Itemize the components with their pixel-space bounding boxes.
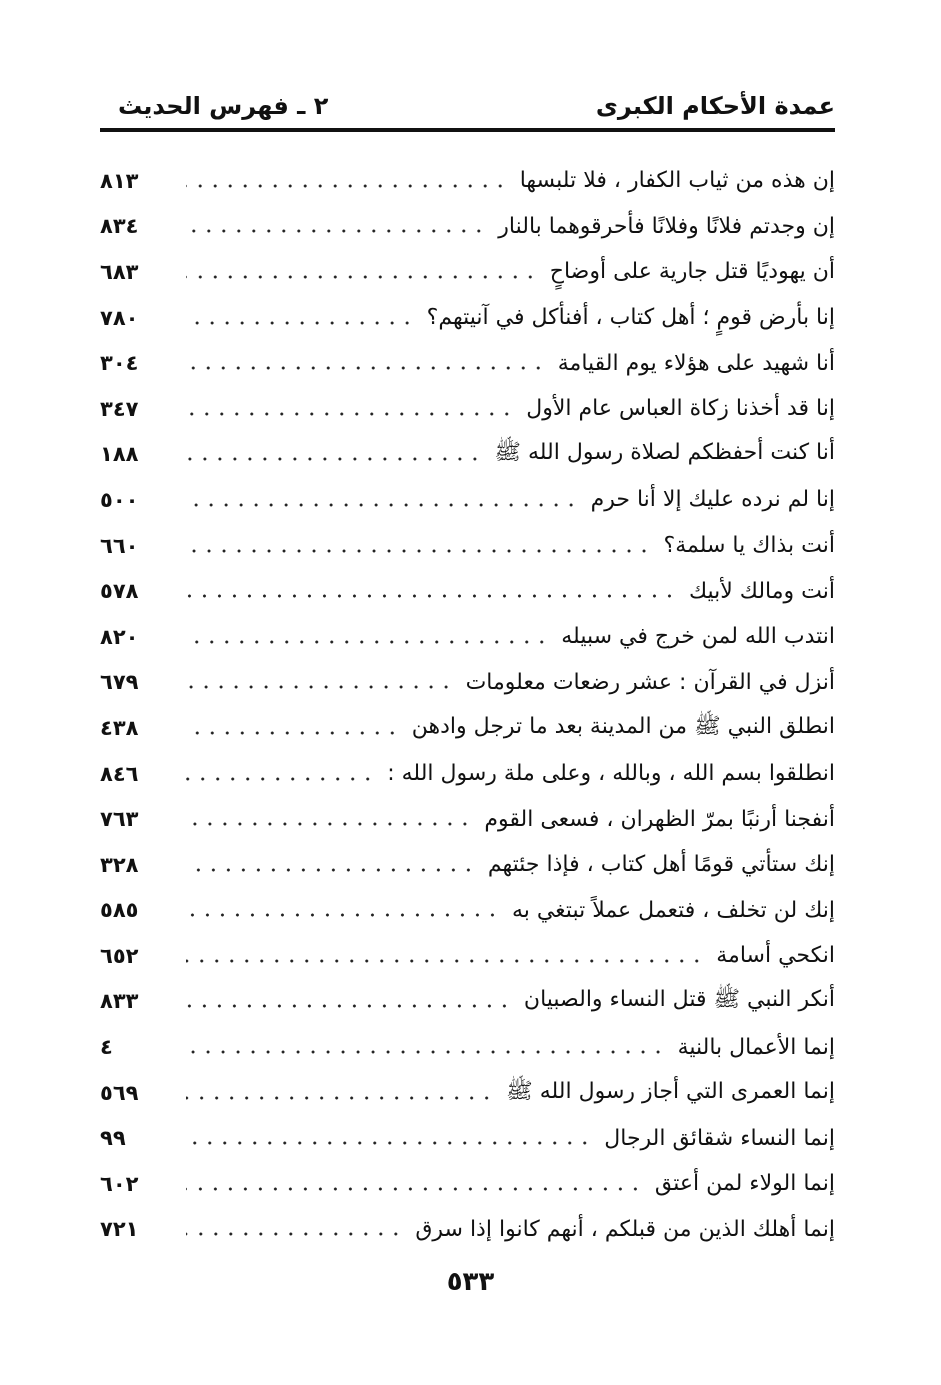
hadith-incipit: انطلقوا بسم الله ، وبالله ، وعلى ملة رسول الله :: [387, 761, 835, 787]
hadith-incipit: انطلق النبي ﷺ من المدينة بعد ما ترجل وادهن: [411, 713, 835, 739]
page-reference: ٨٢٠: [100, 624, 139, 649]
page-reference: ٨١٣: [100, 168, 139, 193]
dot-leader: [186, 813, 472, 835]
hadith-incipit: أنت بذاك يا سلمة؟: [663, 533, 835, 559]
index-entry: [100, 386, 835, 432]
dot-leader: [186, 448, 482, 470]
dot-leader: [186, 950, 704, 972]
page-reference: ٤٣٨: [100, 715, 139, 740]
index-entry: [100, 888, 835, 934]
book-title: عمدة الأحكام الكبرى: [595, 92, 835, 120]
page-reference: ٥٦٩: [100, 1080, 139, 1105]
index-entry: [100, 796, 835, 842]
hadith-incipit: انكحي أسامة: [716, 943, 835, 969]
hadith-incipit: أن يهوديًا قتل جارية على أوضاحٍ: [549, 259, 835, 285]
index-entry: [100, 249, 835, 295]
dot-leader: [186, 1132, 592, 1154]
index-entry: [100, 614, 835, 660]
page-reference: ٤: [100, 1035, 113, 1060]
section-title: ٢ ـ فهرس الحديث: [118, 92, 329, 120]
index-entry: [100, 568, 835, 614]
index-entry: [100, 751, 835, 797]
dot-leader: [186, 1178, 643, 1200]
index-entry: [100, 204, 835, 250]
hadith-incipit: إنما العمرى التي أجاز رسول الله ﷺ: [506, 1078, 835, 1104]
dot-leader: [186, 1041, 666, 1063]
header-divider: [100, 128, 835, 132]
page-reference: ٦٧٩: [100, 670, 139, 695]
dot-leader: [186, 631, 549, 653]
page-reference: ٨٣٤: [100, 214, 139, 239]
page-reference: ٥٧٨: [100, 579, 139, 604]
page-reference: ٦٥٢: [100, 943, 139, 968]
page-reference: ٥٨٥: [100, 898, 139, 923]
page-reference: ٣٤٧: [100, 396, 139, 421]
dot-leader: [186, 1087, 494, 1109]
hadith-incipit: أنا كنت أحفظكم لصلاة رسول الله ﷺ: [494, 440, 835, 466]
index-entry: [100, 842, 835, 888]
index-entry: [100, 933, 835, 979]
index-entry: [100, 1161, 835, 1207]
running-header: [100, 92, 835, 132]
hadith-incipit: إن هذه من ثياب الكفار ، فلا تلبسها: [519, 168, 835, 194]
dot-leader: [186, 676, 454, 698]
index-entry: [100, 660, 835, 706]
dot-leader: [186, 768, 375, 790]
page-reference: ٨٤٦: [100, 761, 139, 786]
dot-leader: [186, 494, 579, 516]
dot-leader: [186, 859, 476, 881]
index-entry: [100, 477, 835, 523]
page-number: ٥٣٣: [446, 1267, 495, 1297]
hadith-incipit: أنت ومالك لأبيك: [688, 578, 835, 604]
index-entry: [100, 1115, 835, 1161]
dot-leader: [186, 1223, 403, 1245]
hadith-incipit: إنا بأرض قومٍ ؛ أهل كتاب ، أفنأكل في آنيتهم؟: [426, 305, 835, 331]
page-reference: ٦٨٣: [100, 259, 139, 284]
hadith-incipit: إنما النساء شقائق الرجال: [604, 1125, 835, 1151]
index-entry: [100, 432, 835, 478]
hadith-incipit: إنما الولاء لمن أعتق: [654, 1171, 835, 1197]
page-reference: ١٨٨: [100, 442, 139, 467]
index-entry: [100, 340, 835, 386]
dot-leader: [186, 540, 652, 562]
page-reference: ٥٠٠: [100, 487, 139, 512]
hadith-incipit: إنما الأعمال بالنية: [677, 1034, 835, 1060]
hadith-incipit: إن وجدتم فلانًا وفلانًا فأحرقوهما بالنار: [498, 213, 835, 239]
page-reference: ٧٢١: [100, 1217, 139, 1242]
hadith-incipit: أنزل في القرآن : عشر رضعات معلومات: [465, 669, 835, 695]
index-entry: [100, 705, 835, 751]
page-reference: ٨٣٣: [100, 989, 139, 1014]
dot-leader: [186, 722, 400, 744]
index-entry: [100, 1070, 835, 1116]
dot-leader: [186, 585, 677, 607]
hadith-incipit: انتدب الله لمن خرج في سبيله: [561, 624, 835, 650]
hadith-index-list: [100, 158, 835, 1252]
page-reference: ٦٦٠: [100, 533, 139, 558]
index-entry: [100, 295, 835, 341]
hadith-incipit: إنك لن تخلف ، فتعمل عملاً تبتغي به: [511, 897, 835, 923]
page-reference: ٣٠٤: [100, 351, 139, 376]
index-entry: [100, 158, 835, 204]
hadith-incipit: أنا شهيد على هؤلاء يوم القيامة: [557, 350, 835, 376]
hadith-incipit: إنا لم نرده عليك إلا أنا حرم: [590, 487, 835, 513]
dot-leader: [186, 220, 486, 242]
hadith-incipit: إنما أهلك الذين من قبلكم ، أنهم كانوا إذا سرق: [415, 1216, 835, 1242]
index-entry: [100, 523, 835, 569]
dot-leader: [186, 995, 512, 1017]
dot-leader: [186, 312, 415, 334]
dot-leader: [186, 175, 508, 197]
dot-leader: [186, 266, 538, 288]
dot-leader: [186, 403, 514, 425]
index-entry: [100, 1024, 835, 1070]
page-reference: ٩٩: [100, 1126, 126, 1151]
hadith-incipit: أنفجنا أرنبًا بمرّ الظهران ، فسعى القوم: [484, 806, 835, 832]
dot-leader: [186, 357, 546, 379]
page-reference: ٧٦٣: [100, 807, 139, 832]
page-reference: ٧٨٠: [100, 305, 139, 330]
hadith-incipit: أنكر النبي ﷺ قتل النساء والصبيان: [523, 987, 835, 1013]
index-entry: [100, 979, 835, 1025]
dot-leader: [186, 904, 500, 926]
hadith-incipit: إنا قد أخذنا زكاة العباس عام الأول: [526, 396, 835, 422]
hadith-incipit: إنك ستأتي قومًا أهل كتاب ، فإذا جئتهم: [487, 852, 835, 878]
page-reference: ٦٠٢: [100, 1171, 139, 1196]
page-reference: ٣٢٨: [100, 852, 139, 877]
index-entry: [100, 1207, 835, 1253]
